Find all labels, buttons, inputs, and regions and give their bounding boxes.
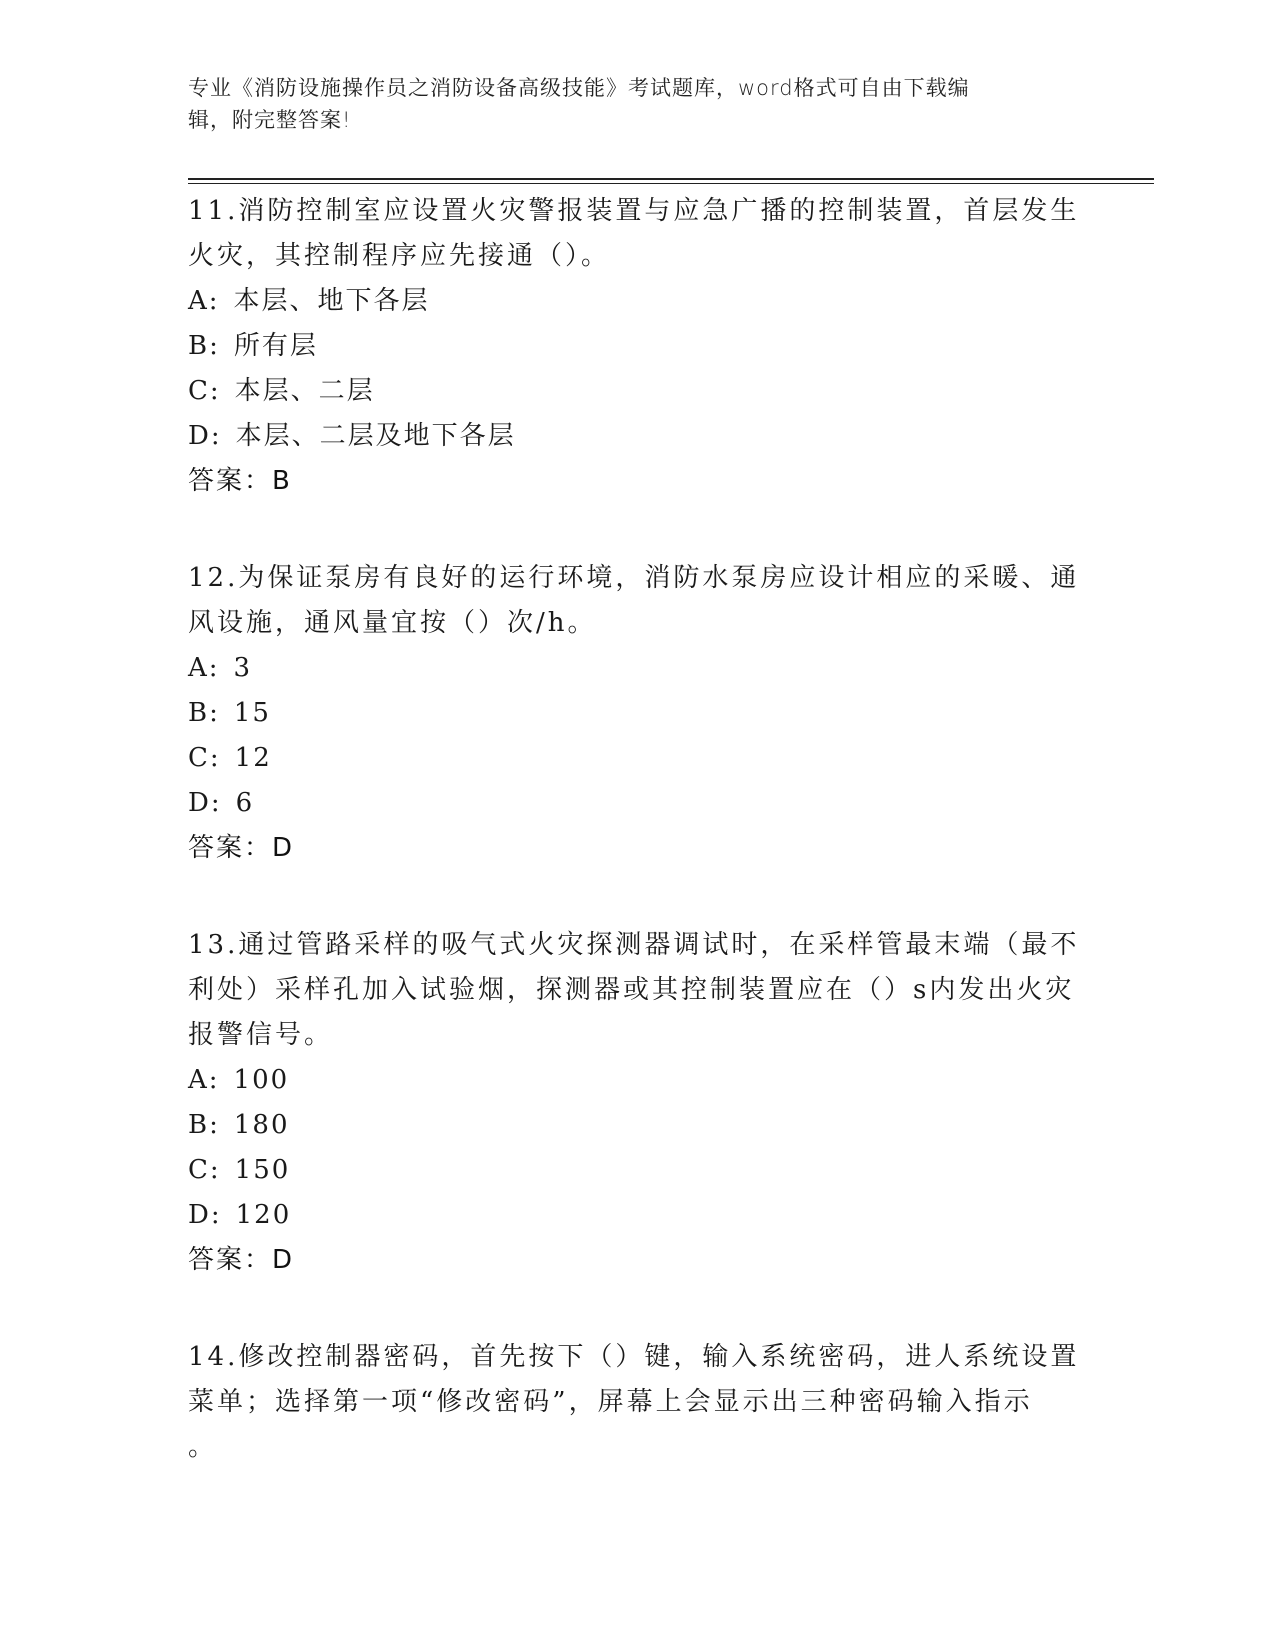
question-text-line-3: 报警信号。 <box>188 1020 334 1050</box>
answer-line <box>188 459 1088 504</box>
header-divider-thin <box>188 183 1154 184</box>
question-11 <box>188 189 1088 504</box>
option-letter: B <box>188 698 210 728</box>
question-stem <box>188 189 1088 234</box>
question-text-line-1: 消防控制室应设置火灾警报装置与应急广播的控制装置，首层发生 <box>238 196 1080 226</box>
option-c <box>188 1148 1088 1193</box>
question-text-line-1: 为保证泵房有良好的运行环境，消防水泵房应设计相应的采暖、通 <box>238 563 1080 593</box>
question-number: 12. <box>188 563 239 593</box>
option-letter: A <box>188 1065 209 1095</box>
option-letter: A <box>188 653 209 683</box>
option-text: 180 <box>233 1110 290 1140</box>
question-number: 11. <box>188 196 239 226</box>
header-line-1: 专业《消防设施操作员之消防设备高级技能》考试题库，word格式可自由下载编 <box>188 76 970 100</box>
option-b <box>188 324 1088 369</box>
answer-value: D <box>272 1245 295 1275</box>
option-text: 120 <box>235 1200 292 1230</box>
document-header <box>188 72 1068 136</box>
question-stem <box>188 556 1088 601</box>
answer-label: 答案： <box>188 1245 273 1275</box>
question-list <box>188 189 1088 1522</box>
option-text: 15 <box>233 698 271 728</box>
answer-value: B <box>272 466 292 496</box>
option-separator: : <box>209 1155 221 1185</box>
option-letter: B <box>188 331 210 361</box>
option-text: 本层、二层及地下各层 <box>235 421 516 451</box>
option-separator: : <box>209 1110 220 1140</box>
option-text: 所有层 <box>233 331 318 361</box>
question-text-line-1: 修改控制器密码，首先按下（）键，输入系统密码，进人系统设置 <box>238 1342 1080 1372</box>
answer-line <box>188 1238 1088 1283</box>
option-text: 本层、地下各层 <box>233 286 430 316</box>
option-letter: C <box>188 376 210 406</box>
option-separator: : <box>210 788 222 818</box>
option-c <box>188 736 1088 781</box>
answer-line <box>188 826 1088 871</box>
question-text-line-1: 通过管路采样的吸气式火灾探测器调试时，在采样管最末端（最不 <box>238 930 1080 960</box>
option-letter: D <box>188 421 211 451</box>
option-d <box>188 414 1088 459</box>
option-separator: : <box>209 376 221 406</box>
option-letter: B <box>188 1110 210 1140</box>
option-text: 6 <box>235 788 255 818</box>
question-text-line-3: 。 <box>188 1432 218 1462</box>
option-a <box>188 646 1088 691</box>
option-letter: D <box>188 788 211 818</box>
option-text: 12 <box>234 743 272 773</box>
question-number: 13. <box>188 930 239 960</box>
option-letter: C <box>188 1155 210 1185</box>
option-text: 150 <box>234 1155 291 1185</box>
option-text: 本层、二层 <box>234 376 375 406</box>
question-13 <box>188 923 1088 1283</box>
question-text-line-2: 风设施，通风量宜按（）次/h。 <box>188 608 597 638</box>
option-separator: : <box>209 331 220 361</box>
option-separator: : <box>210 1200 222 1230</box>
question-14 <box>188 1335 1088 1470</box>
answer-value: D <box>272 833 295 863</box>
option-d <box>188 781 1088 826</box>
option-text: 3 <box>233 653 253 683</box>
option-letter: D <box>188 1200 211 1230</box>
question-stem <box>188 1335 1088 1380</box>
header-divider-thick <box>188 178 1154 180</box>
option-text: 100 <box>233 1065 290 1095</box>
option-a <box>188 1058 1088 1103</box>
answer-label: 答案： <box>188 466 273 496</box>
option-separator: : <box>208 286 220 316</box>
question-text-line-2: 菜单；选择第一项“修改密码”，屏幕上会显示出三种密码输入指示 <box>188 1387 1033 1417</box>
question-number: 14. <box>188 1342 239 1372</box>
option-a <box>188 279 1088 324</box>
option-separator: : <box>209 698 220 728</box>
question-12 <box>188 556 1088 871</box>
question-stem <box>188 923 1088 968</box>
header-line-2: 辑，附完整答案! <box>188 108 352 132</box>
option-separator: : <box>210 421 222 451</box>
option-b <box>188 1103 1088 1148</box>
option-separator: : <box>209 743 221 773</box>
question-text-line-2: 利处）采样孔加入试验烟，探测器或其控制装置应在（）s内发出火灾 <box>188 975 1075 1005</box>
option-letter: C <box>188 743 210 773</box>
option-d <box>188 1193 1088 1238</box>
answer-label: 答案： <box>188 833 273 863</box>
option-separator: : <box>208 1065 220 1095</box>
option-b <box>188 691 1088 736</box>
option-separator: : <box>208 653 220 683</box>
option-c <box>188 369 1088 414</box>
option-letter: A <box>188 286 209 316</box>
question-text-line-2: 火灾，其控制程序应先接通（）。 <box>188 241 611 271</box>
